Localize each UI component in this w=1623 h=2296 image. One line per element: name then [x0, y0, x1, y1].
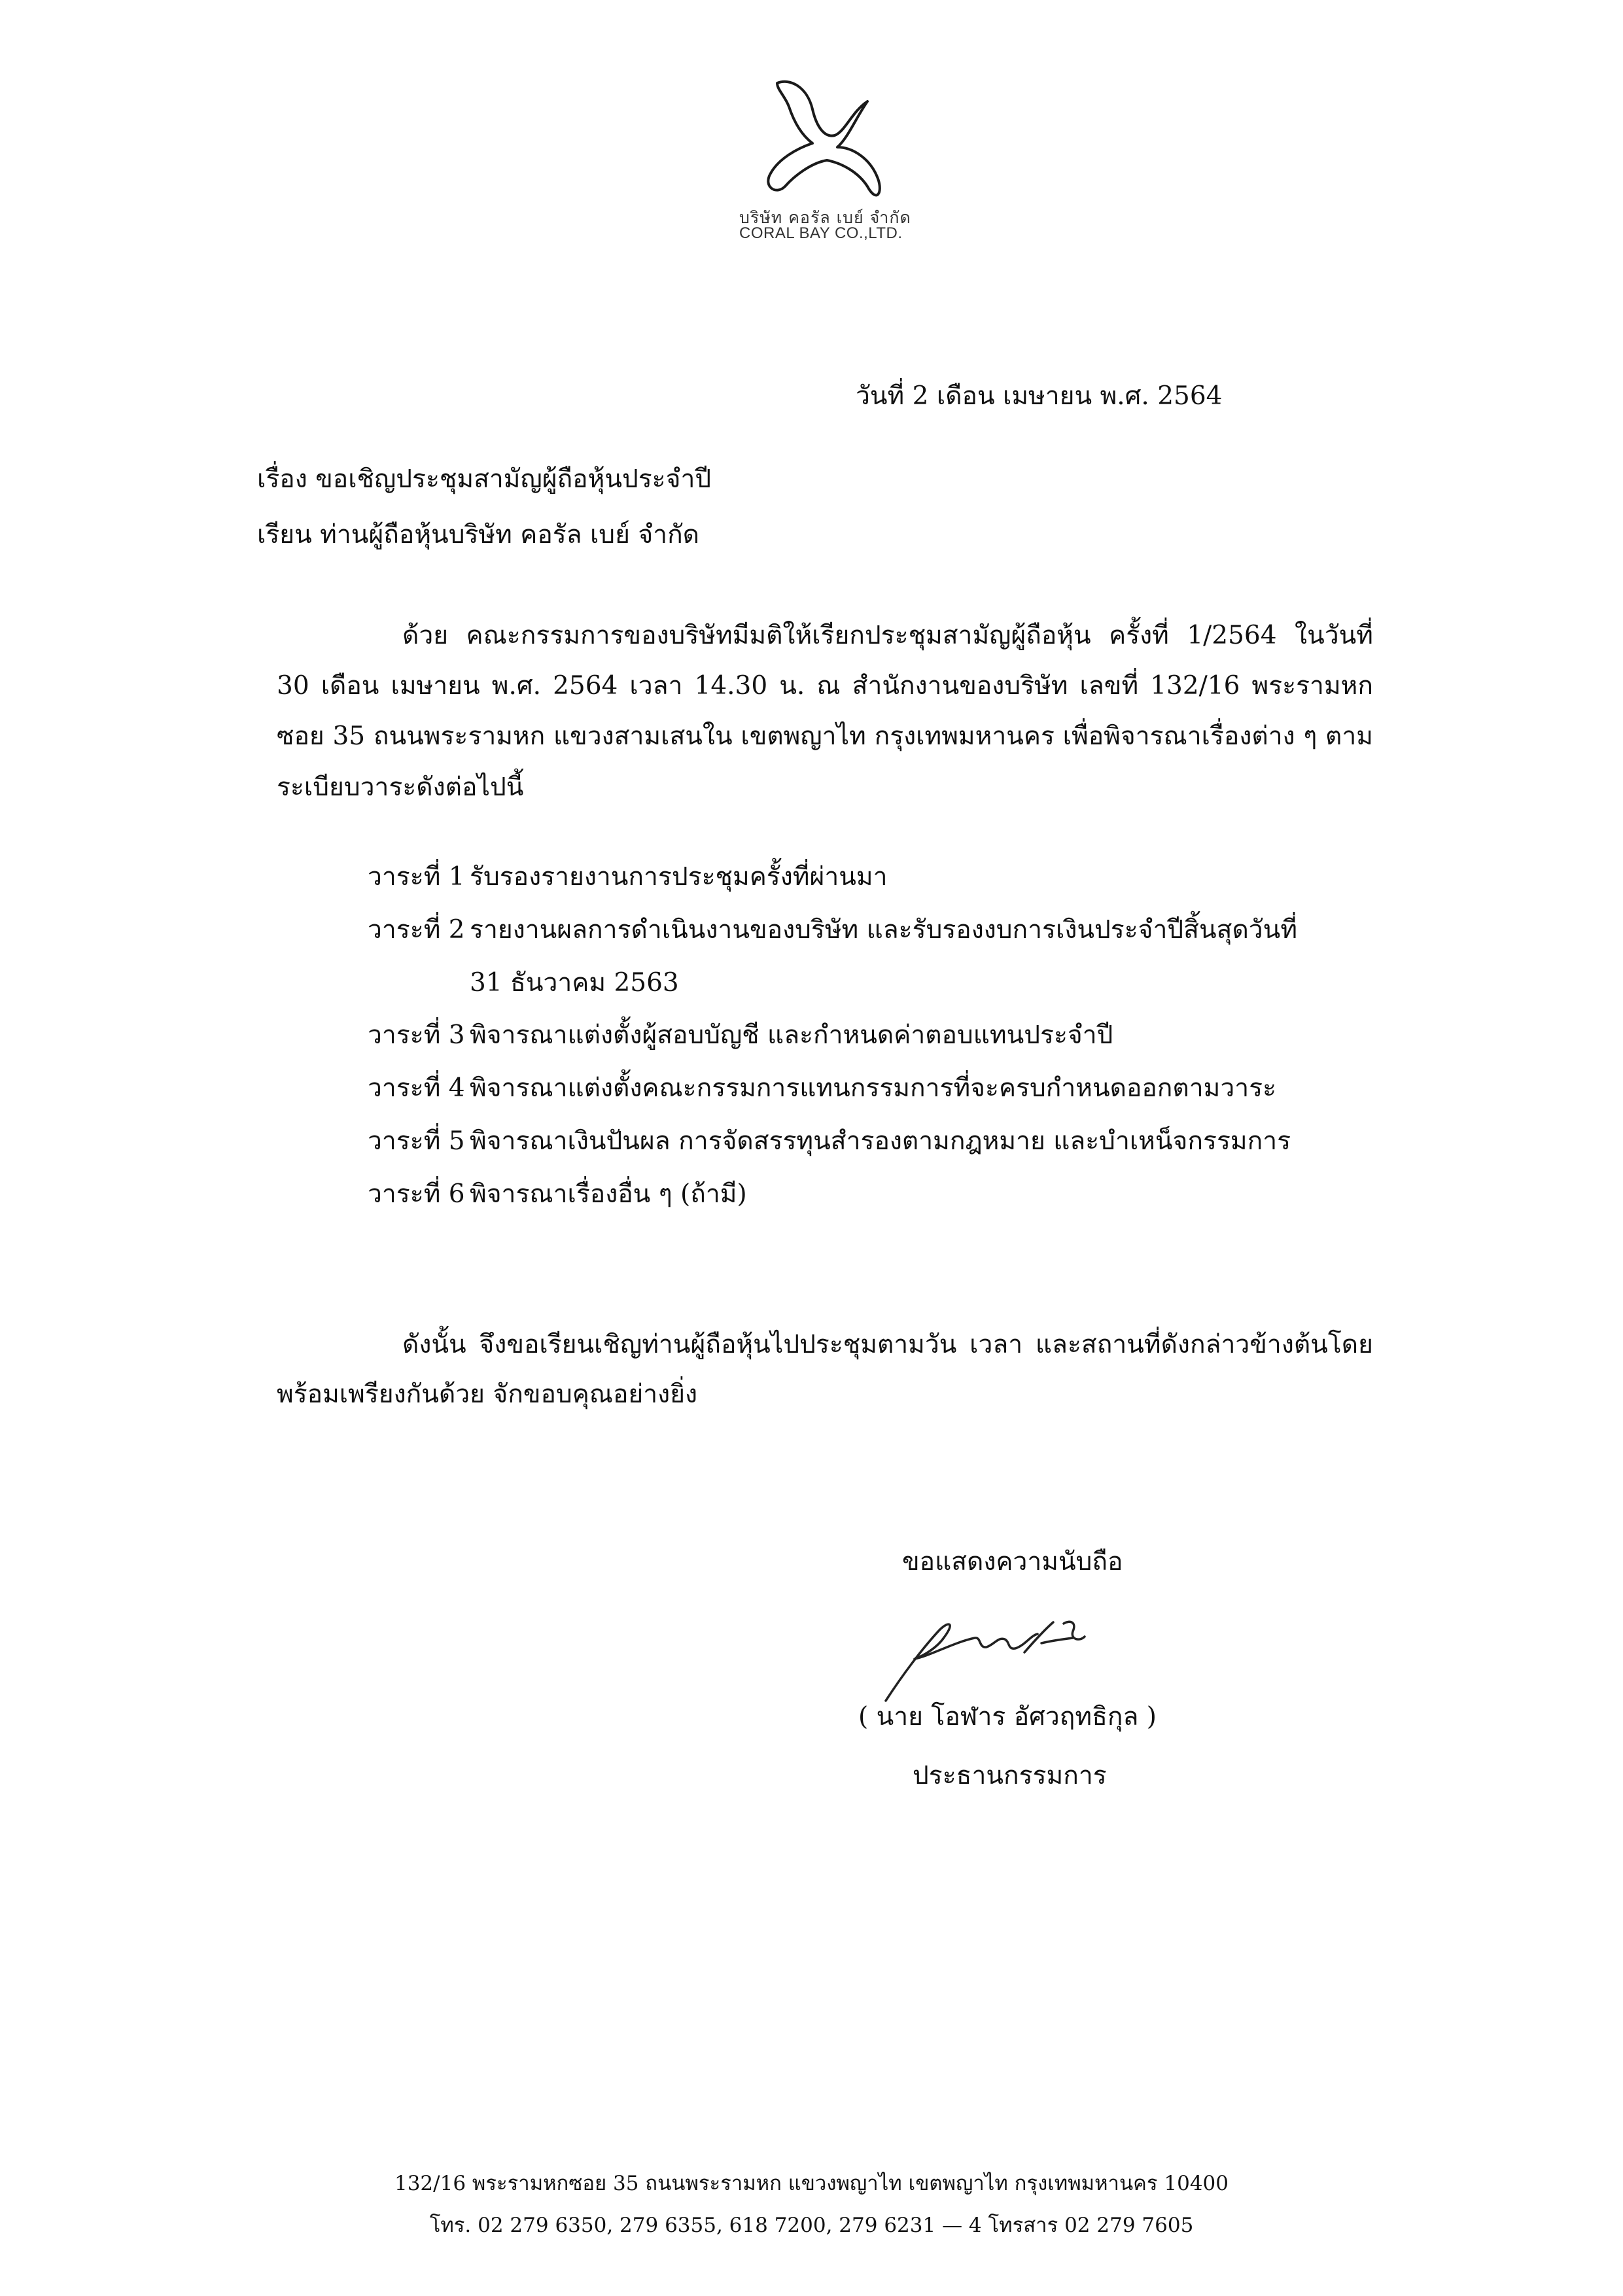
agenda-item — [368, 1020, 1362, 1051]
agenda-number: วาระที่ 1 — [368, 862, 465, 892]
agenda-text: พิจารณาแต่งตั้งคณะกรรมการแทนกรรมการที่จะครบกำหนดออกตามวาระ — [470, 1073, 1277, 1104]
letter-recipient: เรียน ท่านผู้ถือหุ้นบริษัท คอรัล เบย์ จำกัด — [257, 520, 700, 549]
logo-company-name-th: บริษัท คอรัล เบย์ จำกัด — [739, 208, 911, 227]
closing-paragraph: ดังนั้น จึงขอเรียนเชิญท่านผู้ถือหุ้นไปประชุมตามวัน เวลา และสถานที่ดังกล่าวข้างต้นโดยพร้อมเพรียงกันด้วย จักขอบคุณอย่างยิ่ง — [277, 1330, 1373, 1410]
closing-regards: ขอแสดงความนับถือ — [902, 1547, 1123, 1576]
agenda-text-continuation: 31 ธันวาคม 2563 — [470, 967, 679, 998]
agenda-text: พิจารณาแต่งตั้งผู้สอบบัญชี และกำหนดค่าตอบแทนประจำปี — [470, 1020, 1113, 1051]
agenda-number: วาระที่ 2 — [368, 914, 465, 945]
agenda-number: วาระที่ 3 — [368, 1020, 465, 1051]
signatory-name: ( นาย โอฬาร อัศวฤทธิกุล ) — [858, 1702, 1157, 1731]
agenda-list — [368, 862, 1362, 1232]
agenda-item — [368, 1126, 1362, 1157]
coral-bay-logo-icon — [739, 75, 909, 206]
agenda-item — [368, 1179, 1362, 1210]
agenda-number: วาระที่ 6 — [368, 1179, 465, 1209]
intro-paragraph: ด้วย คณะกรรมการของบริษัทมีมติให้เรียกประชุมสามัญผู้ถือหุ้น ครั้งที่ 1/2564 ในวันที่ 30 เดือน เมษายน พ.ศ. 2564 เวลา 14.30 น. ณ สำนักงานของบริษัท เลขที่ 132/16 พระรามหก ซอย 35 ถนนพระรามหก แขวงสามเสนใน เขตพญาไท กรุงเทพมหานคร เพื่อพิจารณาเรื่องต่าง ๆ ตามระเบียบวาระดังต่อไปนี้ — [277, 621, 1373, 802]
letter-date: วันที่ 2 เดือน เมษายน พ.ศ. 2564 — [856, 381, 1223, 411]
agenda-item — [368, 862, 1362, 893]
agenda-item — [368, 1073, 1362, 1104]
agenda-text: พิจารณาเรื่องอื่น ๆ (ถ้ามี) — [470, 1179, 747, 1209]
agenda-item — [368, 915, 1362, 999]
logo-company-name-en: CORAL BAY CO.,LTD. — [739, 224, 903, 242]
agenda-text: รับรองรายงานการประชุมครั้งที่ผ่านมา — [470, 862, 888, 892]
agenda-text: พิจารณาเงินปันผล การจัดสรรทุนสำรองตามกฎหมาย และบำเหน็จกรรมการ — [470, 1126, 1291, 1156]
signature-icon — [877, 1596, 1099, 1707]
agenda-number: วาระที่ 4 — [368, 1073, 465, 1104]
letter-subject: เรื่อง ขอเชิญประชุมสามัญผู้ถือหุ้นประจำปี — [257, 464, 712, 494]
footer-address: 132/16 พระรามหกซอย 35 ถนนพระรามหก แขวงพญาไท เขตพญาไท กรุงเทพมหานคร 10400 — [394, 2172, 1229, 2195]
footer-phone: โทร. 02 279 6350, 279 6355, 618 7200, 279 6231 — 4 โทรสาร 02 279 7605 — [429, 2214, 1194, 2237]
agenda-text: รายงานผลการดำเนินงานของบริษัท และรับรองงบการเงินประจำปีสิ้นสุดวันที่ — [470, 914, 1298, 945]
agenda-number: วาระที่ 5 — [368, 1126, 465, 1156]
company-logo — [726, 75, 922, 252]
signatory-position: ประธานกรรมการ — [913, 1761, 1107, 1790]
